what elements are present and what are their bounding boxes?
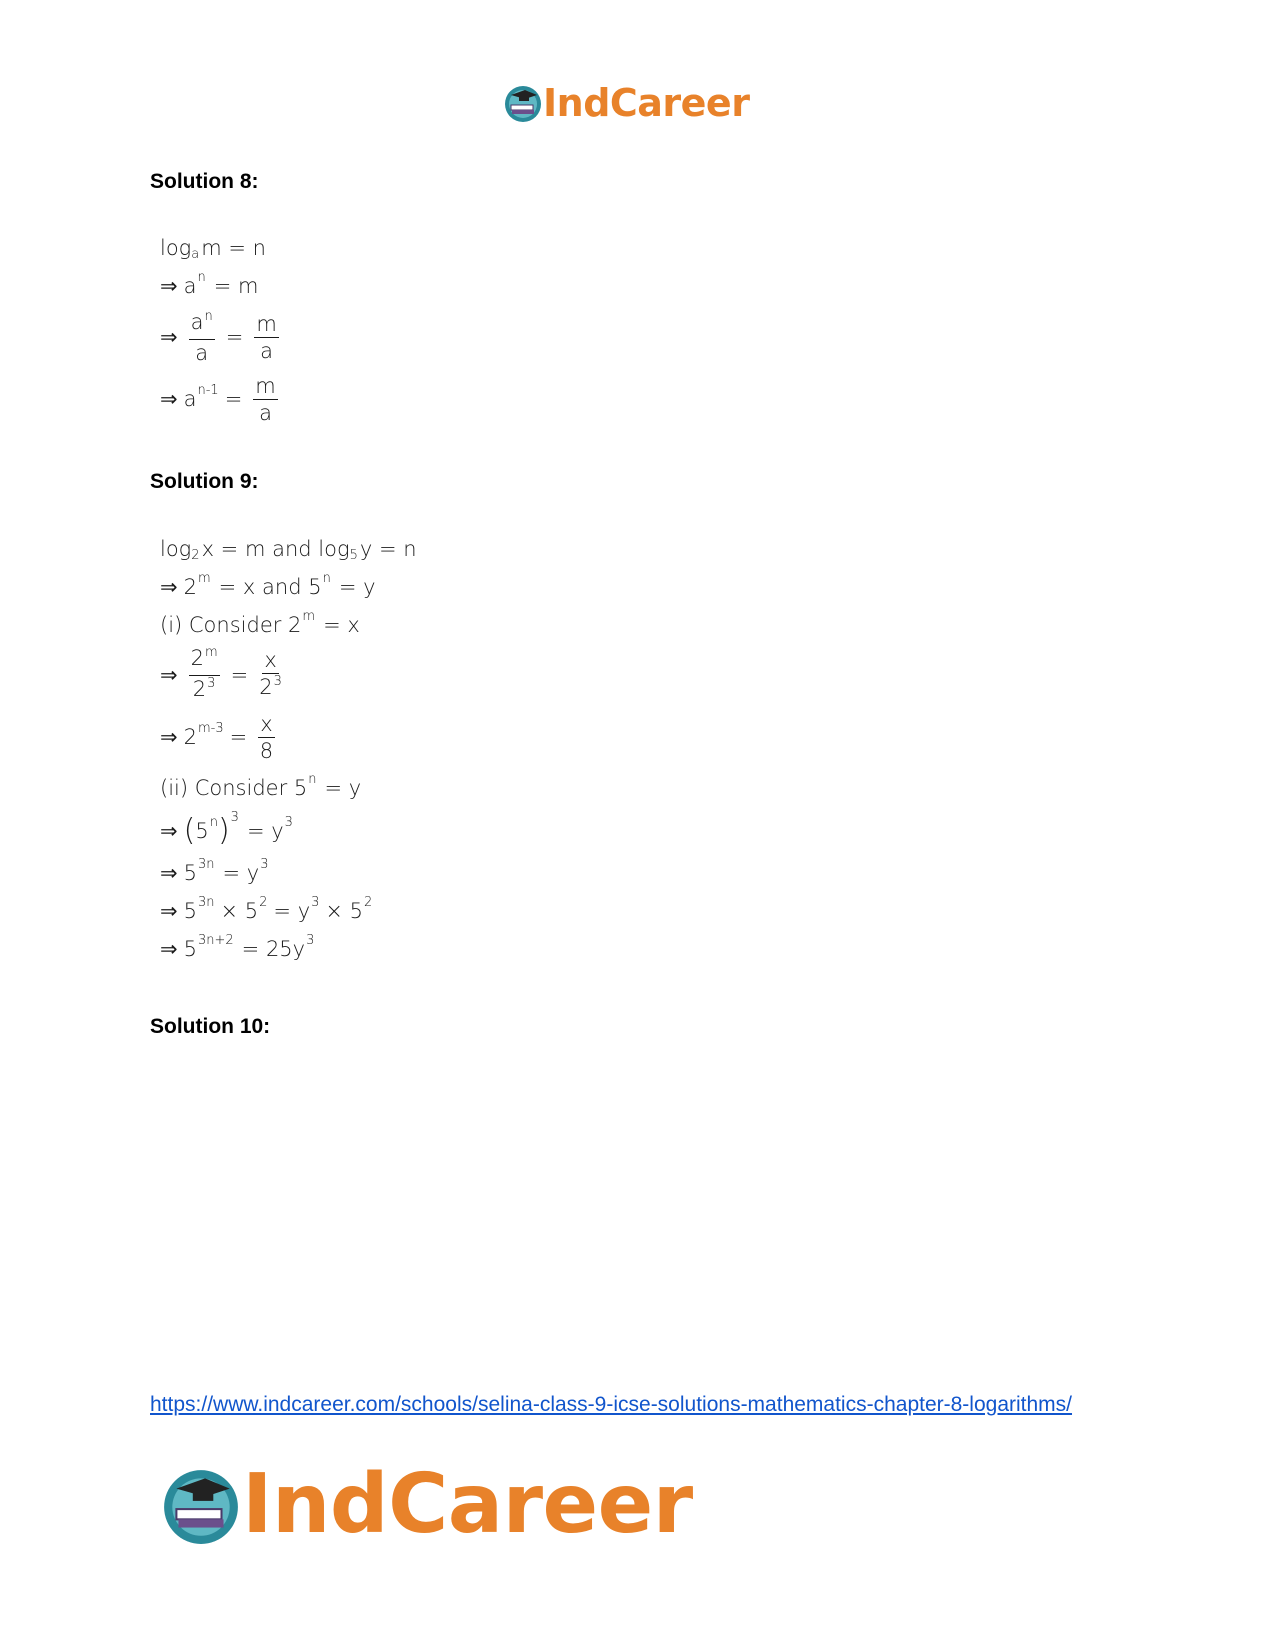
math-line: log 2 x = m and log 5 y = n (160, 537, 417, 563)
footer-logo (160, 1457, 693, 1552)
solution-9-math (160, 530, 417, 968)
header-logo (503, 80, 749, 126)
math-line: ⇒ $\frac{a^n}{a}$ = $\frac{m}{a}$ (160, 308, 277, 365)
globe-book-icon (503, 83, 543, 123)
math-line: (i) Consider 2 m = x (160, 608, 360, 637)
fraction: $\frac{a^n}{a}$ (190, 308, 213, 365)
math-line: ⇒ 5 3n+2 = 25y 3 (160, 932, 315, 961)
math-line: ⇒ a n-1 = $\frac{m}{a}$ (160, 373, 276, 425)
solution-heading: Solution 8: (150, 170, 259, 193)
math-line: ⇒ 2 m = x and 5 n = y (160, 570, 376, 599)
fraction: $\frac{x}{8}$ (259, 711, 274, 763)
brand-wordmark: IndCareer (543, 81, 750, 125)
brand-wordmark: IndCareer (242, 1457, 693, 1552)
source-url-link[interactable]: https://www.indcareer.com/schools/selina-class-9-icse-solutions-mathematics-chapter-8-logarithms/ (150, 1393, 1073, 1416)
fraction: $\frac{m}{a}$ (256, 311, 277, 363)
math-line: log a m = n (160, 236, 266, 262)
globe-book-icon (160, 1464, 242, 1546)
math-line: ⇒ a n = m (160, 269, 259, 298)
math-line: ⇒ 5 3n = y 3 (160, 856, 269, 885)
math-line: ⇒ 2 m-3 = $\frac{x}{8}$ (160, 711, 274, 763)
solution-8-math (160, 230, 284, 430)
solution-heading: Solution 9: (150, 470, 259, 493)
fraction: $\frac{x}{2^3}$ (259, 647, 282, 699)
math-line: ⇒ 5 3n × 5 2 = y 3 × 5 2 (160, 894, 373, 923)
math-line: ⇒ $\frac{2^m}{2^3}$ = $\frac{x}{2^3}$ (160, 644, 417, 706)
solution-heading: Solution 10: (150, 1015, 271, 1038)
math-line: ⇒ ( 5 n ) 3 = y 3 (160, 809, 293, 848)
fraction: $\frac{m}{a}$ (255, 373, 276, 425)
math-line: (ii) Consider 5 n = y (160, 771, 362, 800)
fraction: $\frac{2^m}{2^3}$ (190, 644, 218, 701)
